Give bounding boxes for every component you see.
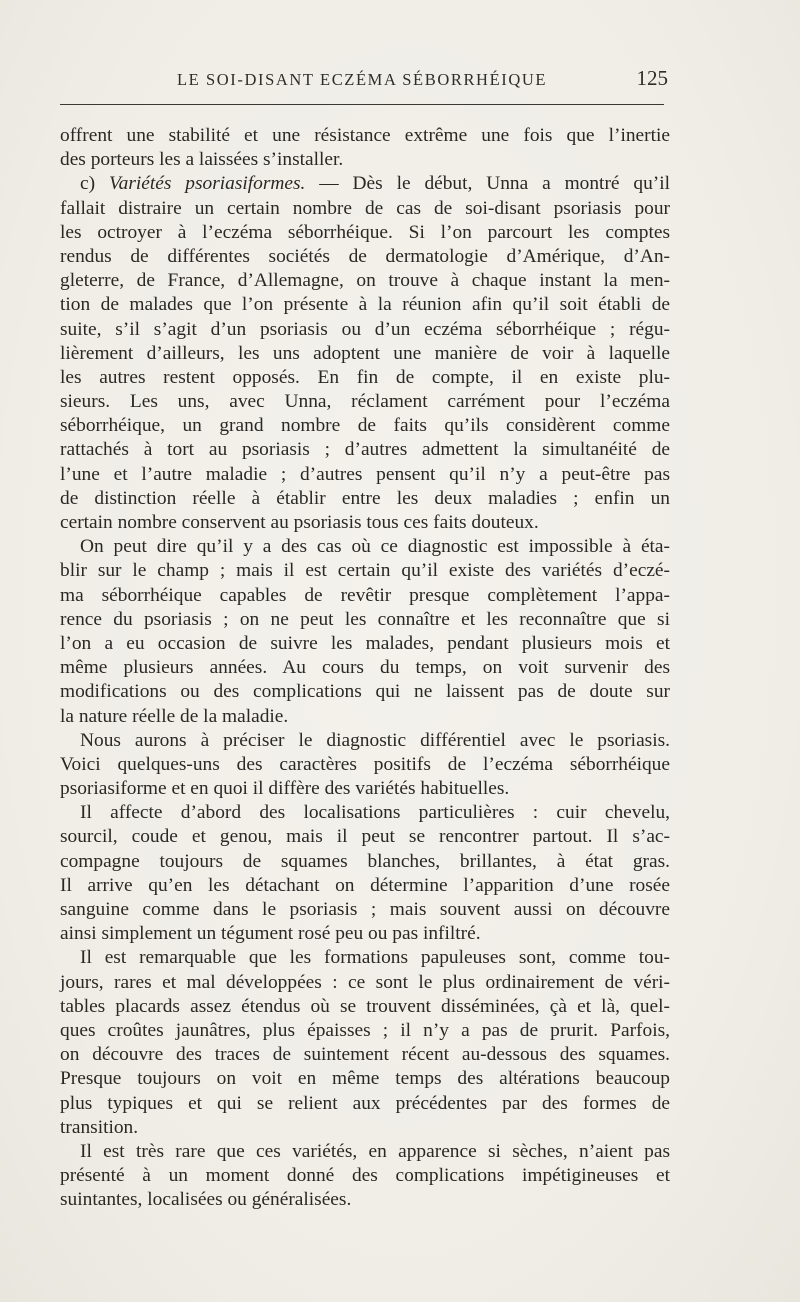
- text-line: on découvre des traces de suintement récent au-dessous des squames.: [60, 1044, 670, 1066]
- body-text: [60, 124, 670, 1212]
- page-header: [60, 66, 668, 96]
- text-line: séborrhéique, un grand nombre de faits qu’ils considèrent comme: [60, 415, 670, 437]
- section-heading: Variétés psoriasiformes.: [108, 173, 306, 195]
- text-line: offrent une stabilité et une résistance extrême une fois que l’inertie: [60, 125, 670, 146]
- text-line: présenté à un moment donné des complications impétigineuses et: [60, 1165, 670, 1187]
- text-line: blir sur le champ ; mais il est certain qu’il existe des variétés d’eczé-: [60, 560, 670, 582]
- text-line: certain nombre conservent au psoriasis tous ces faits douteux.: [60, 512, 539, 533]
- text-line: Voici quelques-uns des caractères positifs de l’eczéma séborrhéique: [60, 753, 670, 775]
- text-line: les octroyer à l’eczéma séborrhéique. Si l’on parcourt les comptes: [60, 221, 670, 243]
- text-line: plus typiques et qui se relient aux précédentes par des formes de: [60, 1092, 670, 1114]
- text-fragment: — Dès le début, Unna a montré qu’il: [305, 173, 670, 195]
- page-number: 125: [636, 66, 668, 90]
- text-line: tables placards assez étendus où se trouvent disséminées, çà et là, quel-: [60, 995, 670, 1017]
- text-line: sanguine comme dans le psoriasis ; mais souvent aussi on découvre: [60, 899, 670, 920]
- text-line: ma séborrhéique capables de revêtir presque complètement l’appa-: [60, 584, 670, 606]
- text-line: transition.: [60, 1116, 139, 1138]
- text-line: psoriasiforme et en quoi il diffère des variétés habituelles.: [60, 778, 510, 800]
- paragraph-4: [60, 729, 670, 802]
- header-rule: [60, 104, 664, 105]
- text-line: On peut dire qu’il y a des cas où ce diagnostic est impossible à éta-: [80, 536, 670, 558]
- text-line: même plusieurs années. Au cours du temps, on voit survenir des: [60, 657, 670, 679]
- text-line: Presque toujours on voit en même temps des altérations beaucoup: [60, 1068, 670, 1090]
- text-line: rence du psoriasis ; on ne peut les connaître et les reconnaître que si: [60, 608, 670, 630]
- text-line: de distinction réelle à établir entre les deux maladies ; enfin un: [60, 487, 670, 509]
- text-line: gleterre, de France, d’Allemagne, on trouve à chaque instant la men-: [60, 270, 670, 292]
- text-line: sourcil, coude et genou, mais il peut se rencontrer partout. Il s’ac-: [60, 826, 670, 848]
- text-line: rendus de différentes sociétés de dermatologie d’Amérique, d’An-: [60, 245, 670, 267]
- paragraph-2: [60, 172, 670, 535]
- text-line: lièrement d’ailleurs, les uns adoptent une manière de voir à laquelle: [60, 342, 670, 364]
- paragraph-7: [60, 1140, 670, 1213]
- paragraph-3: [60, 535, 670, 729]
- text-line: des porteurs les a laissées s’installer.: [60, 149, 344, 171]
- section-marker: c): [80, 173, 109, 195]
- text-line: ainsi simplement un tégument rosé peu ou pas infiltré.: [60, 923, 481, 945]
- text-line: [60, 172, 670, 196]
- text-line: tion de malades que l’on présente à la réunion afin qu’il soit établi de: [60, 294, 670, 316]
- text-line: l’on a eu occasion de suivre les malades, pendant plusieurs mois et: [60, 632, 670, 654]
- text-line: l’une et l’autre maladie ; d’autres pensent qu’il n’y a peut-être pas: [60, 463, 670, 485]
- text-line: les autres restent opposés. En fin de compte, il en existe plu-: [60, 366, 670, 388]
- text-line: jours, rares et mal développées : ce sont le plus ordinairement de véri-: [60, 971, 670, 993]
- running-title: LE SOI-DISANT ECZÉMA SÉBORRHÉIQUE: [176, 70, 548, 89]
- text-line: ques croûtes jaunâtres, plus épaisses ; il n’y a pas de prurit. Parfois,: [60, 1019, 670, 1041]
- text-line: modifications ou des complications qui ne laissent pas de doute sur: [60, 681, 670, 703]
- text-line: Il arrive qu’en les détachant on détermine l’apparition d’une rosée: [60, 874, 670, 896]
- text-line: sieurs. Les uns, avec Unna, réclament carrément pour l’eczéma: [60, 391, 670, 413]
- paragraph-5: [60, 801, 670, 946]
- text-line: Nous aurons à préciser le diagnostic différentiel avec le psoriasis.: [80, 729, 670, 751]
- text-line: Il est très rare que ces variétés, en apparence si sèches, n’aient pas: [80, 1140, 670, 1162]
- text-line: Il affecte d’abord des localisations particulières : cuir chevelu,: [80, 802, 670, 824]
- text-line: Il est remarquable que les formations papuleuses sont, comme tou-: [80, 947, 670, 969]
- paragraph-6: [60, 946, 670, 1140]
- paragraph-1: [60, 124, 670, 172]
- text-line: rattachés à tort au psoriasis ; d’autres admettent la simultanéité de: [60, 439, 670, 461]
- text-line: fallait distraire un certain nombre de cas de soi-disant psoriasis pour: [60, 197, 670, 219]
- text-line: la nature réelle de la maladie.: [60, 705, 289, 727]
- text-line: suintantes, localisées ou généralisées.: [60, 1189, 352, 1211]
- text-line: suite, s’il s’agit d’un psoriasis ou d’un eczéma séborrhéique ; régu-: [60, 318, 670, 340]
- text-line: compagne toujours de squames blanches, brillantes, à état gras.: [60, 850, 670, 872]
